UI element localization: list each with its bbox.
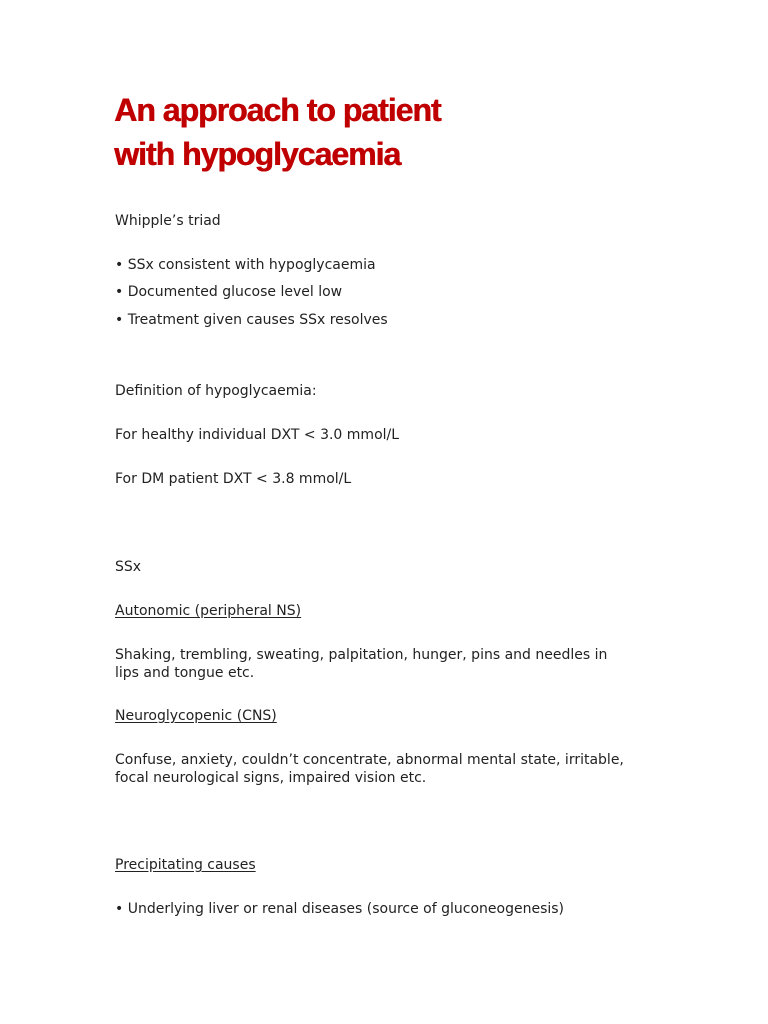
- autonomic-text: Shaking, trembling, sweating, palpitation, hunger, pins and needles in lips and tongue etc.: [115, 647, 608, 681]
- definition-heading: Definition of hypoglycaemia:: [115, 383, 317, 399]
- ssx-heading: SSx: [115, 559, 142, 575]
- definition-dm: For DM patient DXT < 3.8 mmol/L: [115, 471, 352, 487]
- document-title: [114, 88, 440, 176]
- whipple-bullet-2: • Documented glucose level low: [115, 284, 343, 300]
- autonomic-heading: Autonomic (peripheral NS): [115, 603, 302, 619]
- title-line-2: with hypoglycaemia: [114, 136, 401, 172]
- neuroglycopenic-heading: Neuroglycopenic (CNS): [115, 708, 277, 724]
- whipple-bullet-3: • Treatment given causes SSx resolves: [115, 312, 388, 328]
- whipple-heading: Whipple’s triad: [115, 213, 221, 229]
- precipitating-bullet-1: • Underlying liver or renal diseases (source of gluconeogenesis): [115, 901, 565, 917]
- definition-healthy: For healthy individual DXT < 3.0 mmol/L: [115, 427, 400, 443]
- precipitating-heading: Precipitating causes: [115, 857, 256, 873]
- neuroglycopenic-text: Confuse, anxiety, couldn’t concentrate, abnormal mental state, irritable, focal neurological signs, impaired vision etc.: [115, 752, 624, 786]
- whipple-bullet-1: • SSx consistent with hypoglycaemia: [115, 257, 376, 273]
- title-line-1: An approach to patient: [114, 92, 441, 128]
